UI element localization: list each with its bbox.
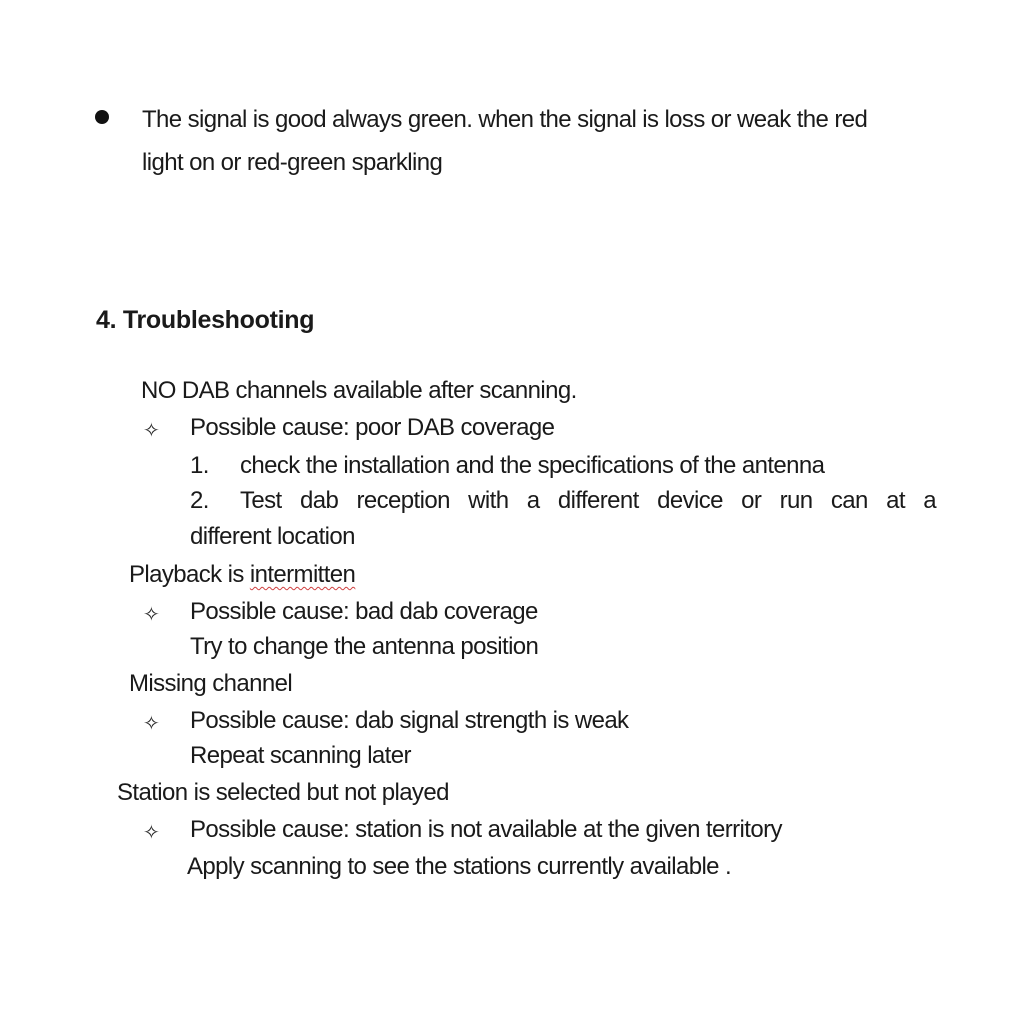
bullet-dot-icon (95, 110, 109, 124)
intro-bullet-line-1: The signal is good always green. when the signal is loss or weak the red (142, 106, 868, 133)
issue-1-step-2-text: Test dab reception with a different device or run can at a (240, 487, 936, 514)
intro-bullet-line-2: light on or red-green sparkling (142, 149, 443, 176)
spelling-flagged-word: intermitten (249, 561, 356, 588)
issue-4-cause: Possible cause: station is not available at the given territory (190, 816, 782, 843)
issue-1-step-1-number: 1. (190, 452, 209, 479)
issue-2-cause: Possible cause: bad dab coverage (190, 598, 538, 625)
issue-1-step-1-text: check the installation and the specifications of the antenna (240, 452, 825, 479)
issue-3-remedy: Repeat scanning later (190, 742, 411, 769)
issue-1-step-2-number: 2. (190, 487, 209, 514)
issue-4-problem: Station is selected but not played (117, 779, 449, 806)
sparkle-bullet-icon: ✧ (143, 822, 160, 844)
section-title: 4. Troubleshooting (96, 306, 315, 334)
issue-1-problem: NO DAB channels available after scanning. (141, 377, 577, 404)
issue-1-cause: Possible cause: poor DAB coverage (190, 414, 555, 441)
sparkle-bullet-icon: ✧ (143, 713, 160, 735)
issue-2-problem-text: Playback is (129, 561, 250, 588)
issue-3-cause: Possible cause: dab signal strength is weak (190, 707, 629, 734)
issue-2-problem (129, 561, 355, 589)
sparkle-bullet-icon: ✧ (143, 604, 160, 626)
issue-1-step-2-continuation: different location (190, 523, 355, 550)
issue-4-remedy: Apply scanning to see the stations currently available . (187, 853, 732, 880)
sparkle-bullet-icon: ✧ (143, 420, 160, 442)
issue-3-problem: Missing channel (129, 670, 293, 697)
issue-2-remedy: Try to change the antenna position (190, 633, 539, 660)
